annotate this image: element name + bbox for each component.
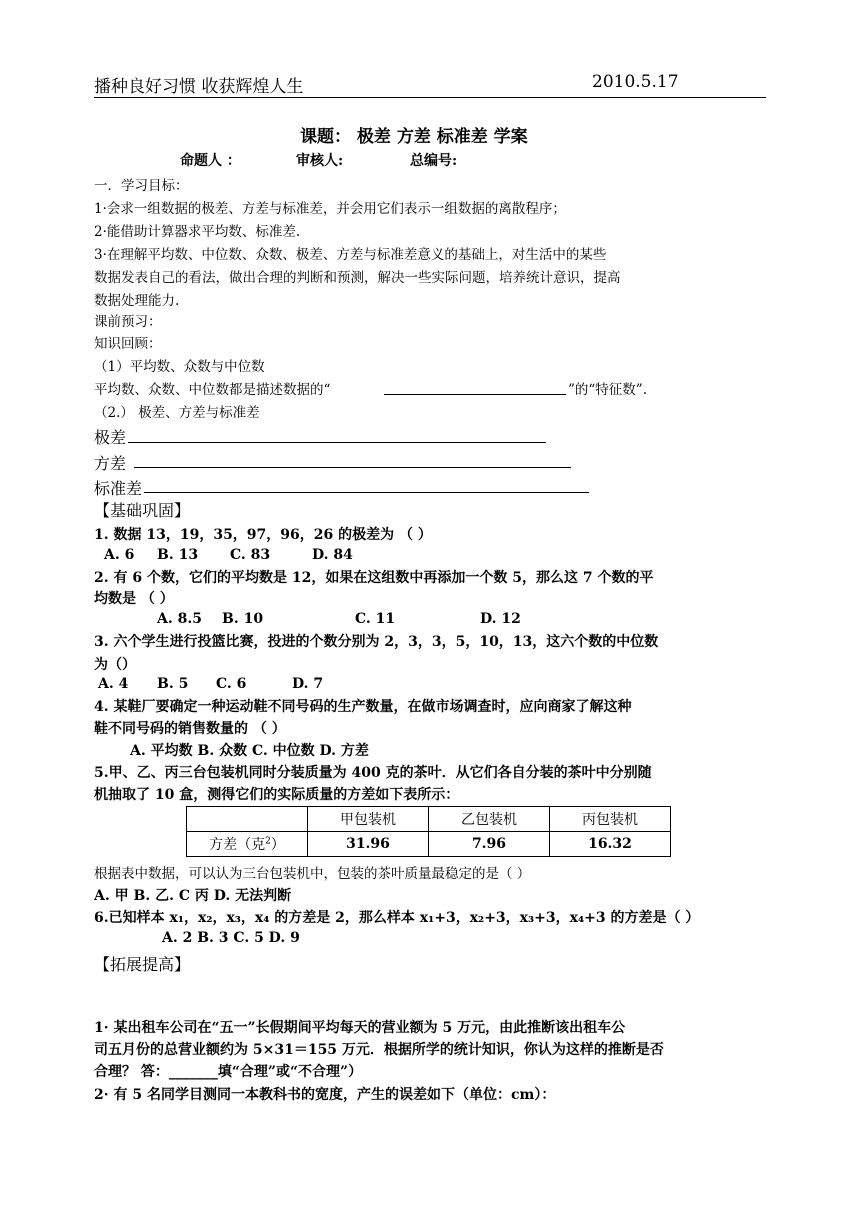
extend-problem-1-line-3: 合理？ 答：_______填“合理”或“不合理”） [94, 1064, 363, 1080]
std-blank-line [144, 492, 589, 493]
table-row-label [187, 832, 308, 857]
goal-item: 2·能借助计算器求平均数、标准差. [94, 224, 301, 240]
table-header-cell: 甲包装机 [308, 807, 429, 832]
q1-option-b: B. 13 [157, 547, 199, 563]
extend-problem-1-line-2: 司五月份的总营业额约为 5×31＝155 万元．根据所学的统计知识，你认为这样的推断是否 [94, 1042, 664, 1058]
extend-problem-1-line-1: 1· 某出租车公司在“五一”长假期间平均每天的营业额为 5 万元，由此推断该出租车公 [94, 1020, 626, 1036]
extend-heading: 【拓展提高】 [94, 955, 191, 974]
header-divider [94, 97, 766, 98]
q3-option-b: B. 5 [157, 676, 189, 692]
goal-item: 3·在理解平均数、中位数、众数、极差、方差与标准差意义的基础上，对生活中的某些 [94, 247, 607, 263]
q5-options: A. 甲 B. 乙. C 丙 D. 无法判断 [94, 888, 292, 904]
table-cell: 7.96 [429, 832, 550, 857]
table-cell: 16.32 [550, 832, 671, 857]
header-date: 2010.5.17 [592, 72, 679, 92]
q3-option-d: D. 7 [292, 676, 324, 692]
sub-heading-2: （2.） 极差、方差与标准差 [94, 405, 260, 421]
q2-option-a: A. 8.5 [157, 611, 202, 627]
meta-number: 总编号: [410, 153, 458, 169]
header-motto: 播种良好习惯 收获辉煌人生 [94, 77, 304, 97]
range-label: 极差 [94, 428, 127, 447]
goal-item: 1·会求一组数据的极差、方差与标准差，并会用它们表示一组数据的离散程序； [94, 201, 566, 217]
question-3-line-1: 3. 六个学生进行投篮比赛，投进的个数分别为 2，3，3，5，10，13，这六个数的中位数 [94, 634, 659, 650]
question-5-line-1: 5.甲、乙、丙三台包装机同时分装质量为 400 克的茶叶．从它们各自分装的茶叶中分别随 [94, 765, 652, 781]
question-4-line-1: 4. 某鞋厂要确定一种运动鞋不同号码的生产数量，在做市场调查时，应向商家了解这种 [94, 699, 632, 715]
question-4-line-2: 鞋不同号码的销售数量的 （ ） [94, 721, 286, 737]
preview-heading: 课前预习： [94, 314, 162, 330]
extend-problem-2: 2· 有 5 名同学目测同一本教科书的宽度，产生的误差如下（单位：cm）： [94, 1087, 556, 1103]
q3-option-c: C. 6 [216, 676, 247, 692]
q6-options: A. 2 B. 3 C. 5 D. 9 [162, 930, 300, 946]
range-blank-line [128, 442, 546, 443]
question-5-line-2: 机抽取了 10 盒，测得它们的实际质量的方差如下表所示： [94, 787, 460, 803]
question-2-line-2: 均数是 （ ） [94, 591, 174, 607]
variance-blank-line [134, 467, 571, 468]
meta-author: 命题人 ： [180, 153, 241, 169]
goals-heading: 一．学习目标： [94, 178, 189, 194]
question-2-line-1: 2. 有 6 个数，它们的平均数是 12，如果在这组数中再添加一个数 5，那么这 7 个数的平 [94, 570, 654, 586]
q1-option-a: A. 6 [104, 547, 135, 563]
q2-option-d: D. 12 [480, 611, 521, 627]
table-header-cell [187, 807, 308, 832]
goal-item: 数据发表自己的看法，做出合理的判断和预测，解决一些实际问题，培养统计意识，提高 [94, 270, 621, 286]
variance-label: 方差 [94, 454, 127, 473]
row-label-text: 方差（克 [209, 837, 266, 853]
table-row [187, 832, 671, 857]
table-header-cell: 乙包装机 [429, 807, 550, 832]
table-cell: 31.96 [308, 832, 429, 857]
q2-option-c: C. 11 [355, 611, 396, 627]
table-header-row [187, 807, 671, 832]
q4-options: A. 平均数 B. 众数 C. 中位数 D. 方差 [130, 743, 369, 759]
fill-blank-line [384, 394, 566, 395]
variance-table [186, 806, 671, 857]
q1-option-d: D. 84 [312, 547, 353, 563]
q2-option-b: B. 10 [222, 611, 264, 627]
page-title: 课题： 极差 方差 标准差 学案 [300, 127, 528, 147]
question-6: 6.已知样本 x₁，x₂，x₃，x₄ 的方差是 2，那么样本 x₁+3，x₂+3，x₃+3，x₄+3 的方差是（ ） [94, 910, 700, 926]
q1-option-c: C. 83 [230, 547, 271, 563]
goal-item: 数据处理能力. [94, 293, 180, 309]
question-5-after: 根据表中数据，可以认为三台包装机中，包装的茶叶质量最稳定的是（ ） [94, 866, 531, 882]
sub1-text-end: ”的“特征数”. [568, 382, 647, 398]
std-label: 标准差 [94, 479, 143, 498]
table-header-cell: 丙包装机 [550, 807, 671, 832]
q3-option-a: A. 4 [98, 676, 129, 692]
row-label-superscript: 2 [265, 836, 271, 847]
meta-reviewer: 审核人: [296, 153, 344, 169]
row-label-end: ） [270, 837, 285, 853]
question-3-line-2: 为（） [94, 657, 136, 673]
recall-heading: 知识回顾： [94, 336, 162, 352]
question-1: 1. 数据 13，19，35，97，96，26 的极差为 （ ） [94, 527, 432, 543]
sub-heading-1: （1）平均数、众数与中位数 [94, 359, 265, 375]
sub1-text-start: 平均数、众数、中位数都是描述数据的“ [94, 382, 331, 398]
basic-heading: 【基础巩固】 [94, 501, 191, 520]
